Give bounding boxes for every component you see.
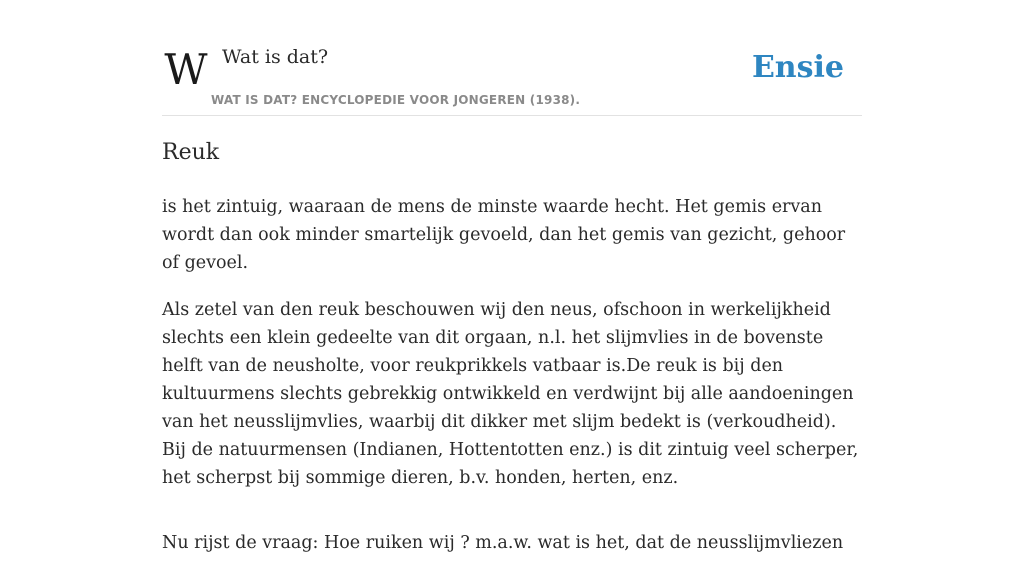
page-header — [162, 40, 862, 116]
svg-text:W: W — [164, 50, 208, 90]
article-body — [162, 193, 862, 576]
wikisource-w-icon[interactable] — [164, 50, 208, 90]
article-paragraph: Als zetel van den reuk beschouwen wij den neus, ofschoon in werkelijkheid slechts een klein gedeelte van dit orgaan, n.l. het slijmvlies in de bovenste helft van de neusholte, voor reukprikkels vatbaar is.De reuk is bij den kultuurmens slechts gebrekkig ontwikkeld en verdwijnt bij alle aandoeningen van het neusslijmvlies, waarbij dit dikker met slijm bedekt is (verkoudheid). Bij de natuurmensen (Indianen, Hottentotten enz.) is dit zintuig veel scherper, het scherpst bij sommige dieren, b.v. honden, herten, enz. — [162, 300, 859, 488]
source-title[interactable]: Wat is dat? — [222, 46, 329, 68]
article-paragraph: Nu rijst de vraag: Hoe ruiken wij ? m.a.w. wat is het, dat de neusslijmvliezen — [162, 533, 844, 553]
brand-logo-link[interactable]: Ensie — [751, 50, 844, 85]
source-subtitle: WAT IS DAT? ENCYCLOPEDIE VOOR JONGEREN (1938). — [211, 93, 581, 107]
article-paragraph: is het zintuig, waaraan de mens de minste waarde hecht. Het gemis ervan wordt dan ook minder smartelijk gevoeld, dan het gemis van gezicht, gehoor of gevoel. — [162, 197, 846, 273]
article-title: Reuk — [162, 140, 220, 165]
